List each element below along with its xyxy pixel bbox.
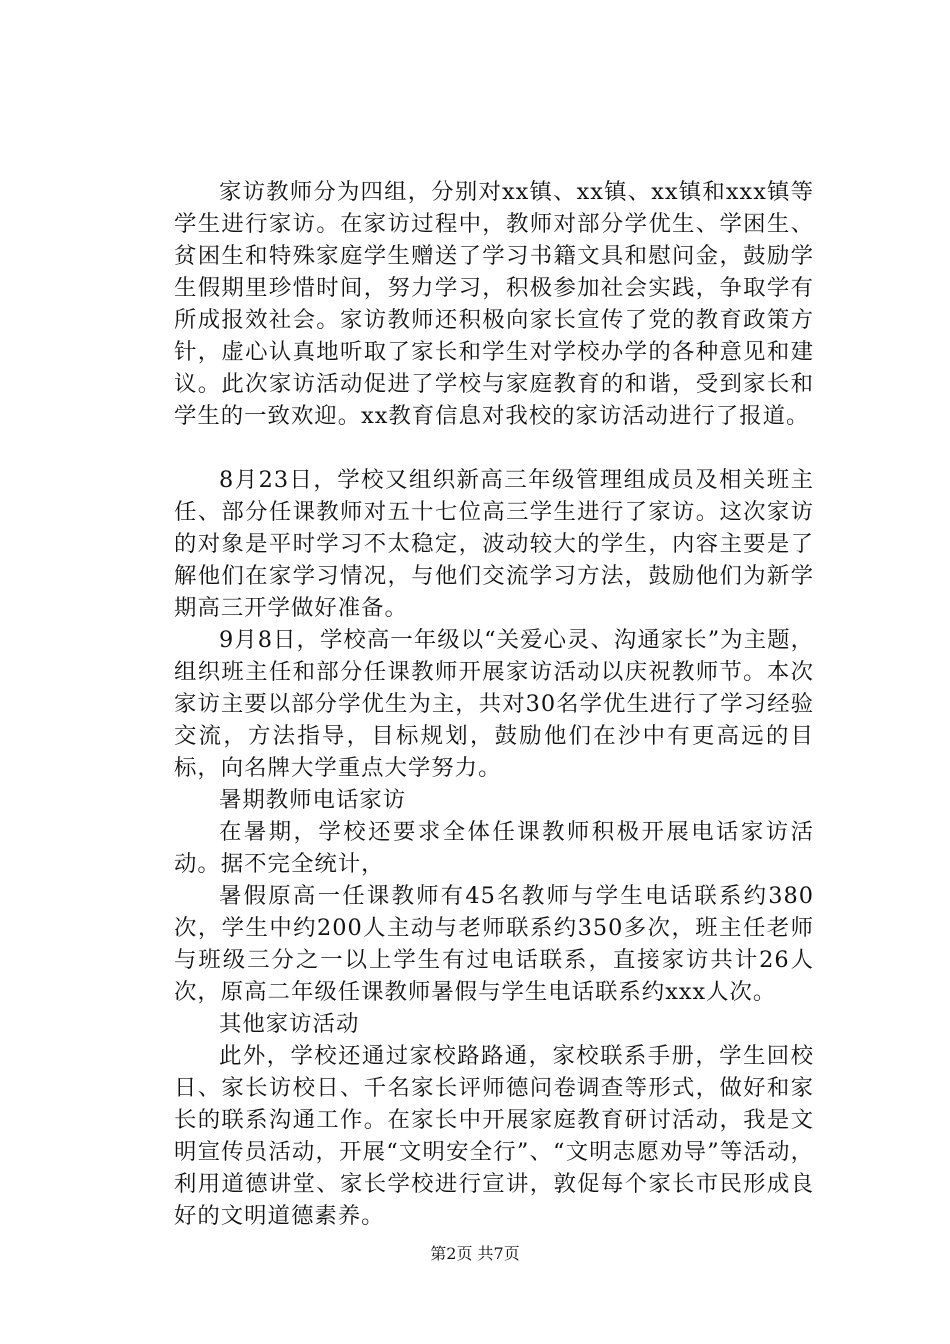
heading-summer-phone-visits: 暑期教师电话家访 (219, 787, 407, 813)
page-footer (0, 1244, 950, 1264)
paragraph-summer-phone-stats: 暑假原高一任课教师有45名教师与学生电话联系约380次，学生中约200人主动与老师联系约350多次，班主任老师与班级三分之一以上学生有过电话联系，直接家访共计26人次，原高二年级任课教师暑假与学生电话联系约xxx人次。 (174, 883, 814, 1005)
document-body (174, 176, 814, 1232)
page-number: 第2页 (430, 1244, 473, 1263)
paragraph-september-8: 9月8日，学校高一年级以“关爱心灵、沟通家长”为主题，组织班主任和部分任课教师开展家访活动以庆祝教师节。本次家访主要以部分学优生为主，共对30名学优生进行了学习经验交流，方法指导，目标规划，鼓励他们在沙中有更高远的目标，向名牌大学重点大学努力。 (174, 627, 814, 781)
paragraph-other-visits: 此外，学校还通过家校路路通，家校联系手册，学生回校日、家长访校日、千名家长评师德问卷调查等形式，做好和家长的联系沟通工作。在家长中开展家庭教育研讨活动，我是文明宣传员活动，开展“文明安全行”、“文明志愿劝导”等活动，利用道德讲堂、家长学校进行宣讲，敦促每个家长市民形成良好的文明道德素养。 (174, 1043, 814, 1229)
heading-other-visits: 其他家访活动 (219, 1011, 360, 1037)
paragraph-august-23: 8月23日，学校又组织新高三年级管理组成员及相关班主任、部分任课教师对五十七位高三学生进行了家访。这次家访的对象是平时学习不太稳定，波动较大的学生，内容主要是了解他们在家学习情况，与他们交流学习方法，鼓励他们为新学期高三开学做好准备。 (174, 467, 814, 621)
paragraph-summer-phone-intro: 在暑期，学校还要求全体任课教师积极开展电话家访活动。据不完全统计， (174, 819, 814, 877)
page-total: 共7页 (477, 1244, 520, 1263)
paragraph-home-visit-groups: 家访教师分为四组，分别对xx镇、xx镇、xx镇和xxx镇等学生进行家访。在家访过程中，教师对部分学优生、学困生、贫困生和特殊家庭学生赠送了学习书籍文具和慰问金，鼓励学生假期里珍惜时间，努力学习，积极参加社会实践，争取学有所成报效社会。家访教师还积极向家长宣传了党的教育政策方针，虚心认真地听取了家长和学生对学校办学的各种意见和建议。此次家访活动促进了学校与家庭教育的和谐，受到家长和学生的一致欢迎。xx教育信息对我校的家访活动进行了报道。 (174, 179, 814, 429)
